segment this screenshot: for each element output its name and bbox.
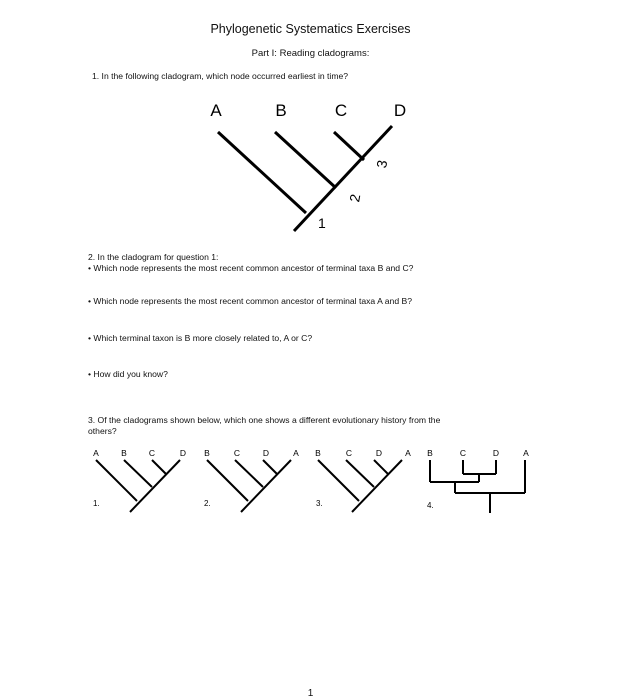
small-cladogram-1: [96, 460, 180, 512]
taxon-label: A: [210, 101, 222, 120]
cladogram-number: 2.: [204, 499, 211, 508]
taxon-label: C: [345, 448, 353, 458]
branch-b: [275, 132, 336, 188]
question-3-line: others?: [88, 426, 117, 436]
node-label: 2: [346, 192, 364, 204]
taxon-label: D: [375, 448, 383, 458]
question-3-line: 3. Of the cladograms shown below, which one shows a different evolutionary history from the: [88, 415, 441, 425]
taxon-label: D: [393, 101, 407, 120]
cladogram-number: 1.: [93, 499, 100, 508]
cladogram-number: 3.: [316, 499, 323, 508]
node-label: 1: [318, 215, 326, 231]
page-title: Phylogenetic Systematics Exercises: [210, 22, 411, 36]
question-3: [88, 415, 440, 437]
taxon-label: C: [148, 448, 156, 458]
cladogram-number: 4.: [427, 501, 434, 510]
small-cladogram-2: [207, 460, 291, 512]
taxon-label: A: [93, 448, 99, 458]
taxon-label: A: [523, 448, 529, 458]
question-2-intro: 2. In the cladogram for question 1:: [88, 252, 219, 262]
branch-a: [218, 132, 306, 213]
node-label: 3: [373, 158, 391, 170]
taxon-label: A: [405, 448, 411, 458]
question-2-bullet: • Which terminal taxon is B more closely related to, A or C?: [88, 333, 313, 343]
question-2: [88, 252, 413, 274]
taxon-label: B: [275, 101, 287, 120]
taxon-label: B: [315, 448, 321, 458]
question-1: 1. In the following cladogram, which node occurred earliest in time?: [92, 71, 349, 81]
taxon-label: C: [334, 101, 348, 120]
taxon-label: B: [204, 448, 210, 458]
small-cladogram-4: [430, 460, 525, 513]
taxon-label: B: [121, 448, 127, 458]
taxon-label: D: [492, 448, 500, 458]
question-2-bullet: • Which node represents the most recent common ancestor of terminal taxa A and B?: [88, 296, 413, 306]
question-2-bullet: • How did you know?: [88, 369, 168, 379]
page-number: 1: [307, 688, 314, 699]
taxon-label: C: [459, 448, 467, 458]
taxon-label: B: [427, 448, 433, 458]
branch-c: [334, 132, 364, 160]
taxon-label: D: [262, 448, 270, 458]
big-cladogram: [218, 126, 392, 231]
part-heading: Part I: Reading cladograms:: [251, 48, 370, 59]
small-cladogram-3: [318, 460, 402, 512]
taxon-label: D: [179, 448, 187, 458]
taxon-label: A: [293, 448, 299, 458]
question-2-bullet: • Which node represents the most recent common ancestor of terminal taxa B and C?: [88, 263, 414, 273]
taxon-label: C: [233, 448, 241, 458]
